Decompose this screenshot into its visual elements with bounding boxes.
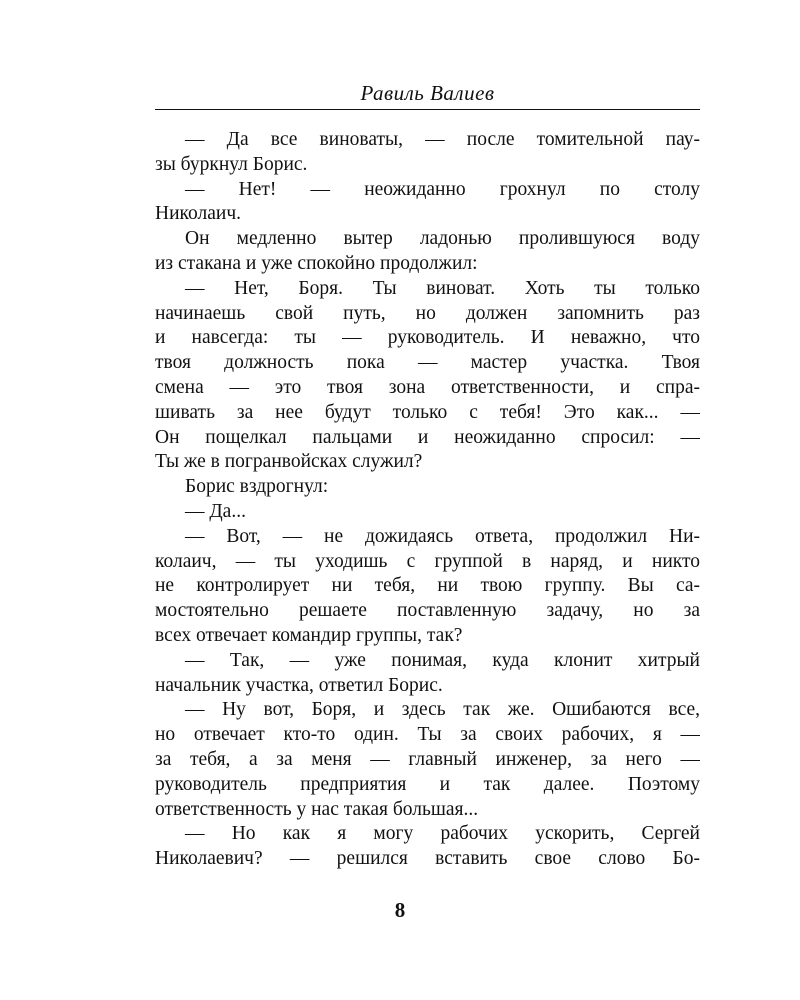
text-line: — Нет! — неожиданно грохнул по столу: [185, 178, 700, 200]
text-line: смена — это твоя зона ответственности, и спра-: [155, 376, 700, 398]
text-line: Николаич.: [155, 203, 241, 225]
text-line: твоя должность пока — мастер участка. Твоя: [155, 352, 700, 374]
text-line: из стакана и уже спокойно продолжил:: [155, 252, 478, 274]
text-line: руководитель предприятия и так далее. Поэтому: [155, 773, 700, 795]
text-line: — Так, — уже понимая, куда клонит хитрый: [185, 649, 700, 671]
text-line: за тебя, а за меня — главный инженер, за него —: [155, 748, 700, 770]
text-line: не контролирует ни тебя, ни твою группу. Вы са-: [155, 575, 700, 597]
text-line: Он медленно вытер ладонью пролившуюся воду: [185, 228, 700, 250]
header-rule: [155, 109, 700, 110]
text-line: — Нет, Боря. Ты виноват. Хоть ты только: [185, 277, 700, 299]
text-line: — Но как я могу рабочих ускорить, Сергей: [185, 823, 700, 845]
text-line: Он пощелкал пальцами и неожиданно спросил: —: [155, 426, 700, 448]
text-line: — Да...: [185, 500, 246, 522]
text-line: колаич, — ты уходишь с группой в наряд, и никто: [155, 550, 700, 572]
text-line: мостоятельно решаете поставленную задачу, но за: [155, 600, 700, 622]
running-header: [155, 80, 700, 110]
text-line: ответственность у нас такая большая...: [155, 798, 479, 820]
text-line: всех отвечает командир группы, так?: [155, 624, 463, 646]
text-line: и навсегда: ты — руководитель. И неважно, что: [155, 327, 700, 349]
text-line: но отвечает кто-то один. Ты за своих рабочих, я —: [155, 724, 700, 746]
text-line: начинаешь свой путь, но должен запомнить раз: [155, 302, 700, 324]
page-number: 8: [394, 898, 406, 922]
text-line: — Вот, — не дожидаясь ответа, продолжил Ни-: [185, 525, 700, 547]
text-line: начальник участка, ответил Борис.: [155, 674, 443, 696]
author-name: Равиль Валиев: [360, 81, 495, 105]
text-line: — Да все виноваты, — после томительной пау-: [185, 129, 700, 150]
text-line: Ты же в погранвойсках служил?: [155, 451, 423, 473]
text-line: зы буркнул Борис.: [155, 153, 308, 175]
text-line: — Ну вот, Боря, и здесь так же. Ошибаются все,: [185, 699, 700, 721]
body-text: [155, 128, 700, 872]
text-line: шивать за нее будут только с тебя! Это как... —: [155, 401, 700, 423]
text-line: Николаевич? — решился вставить свое слово Бо-: [155, 848, 700, 870]
text-line: Борис вздрогнул:: [185, 476, 329, 498]
